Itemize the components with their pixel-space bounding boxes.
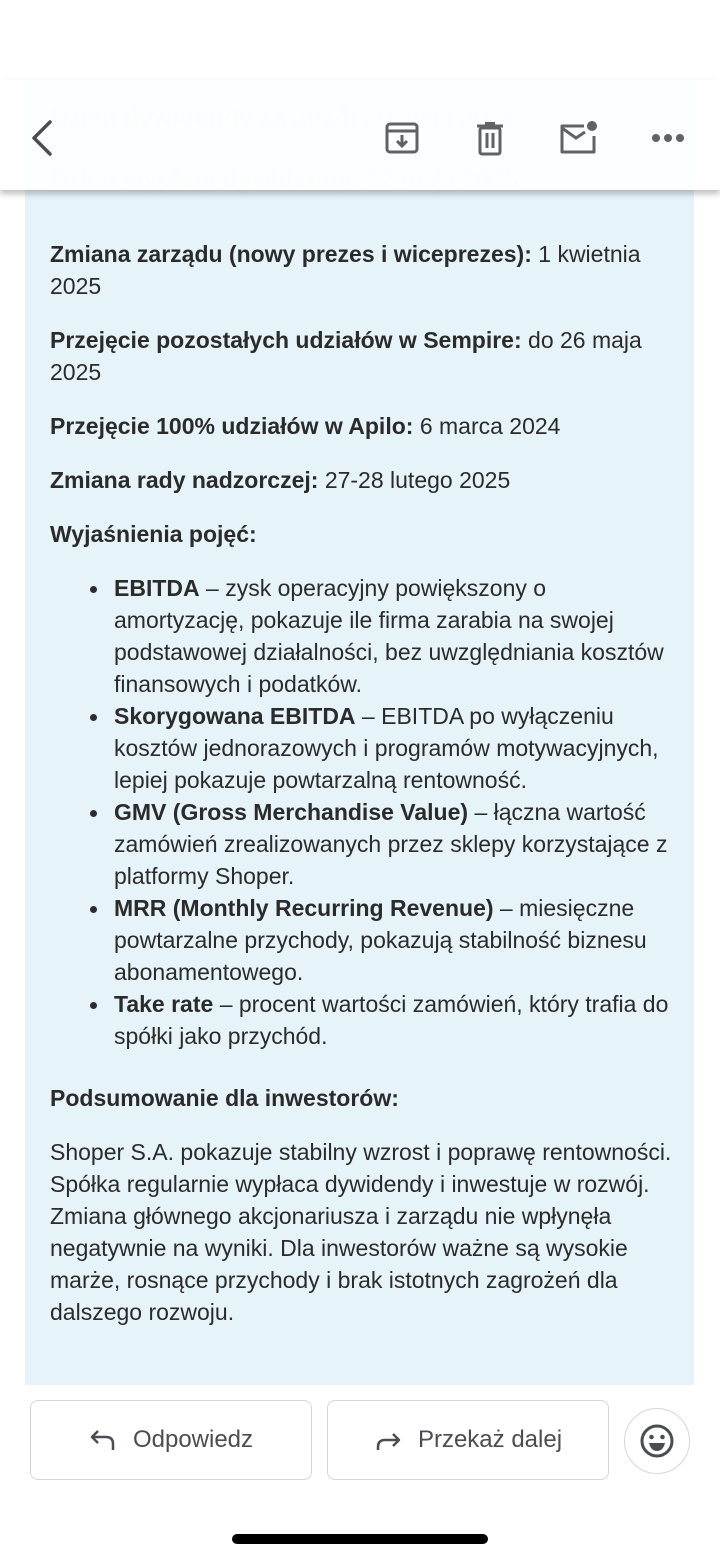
definitions-heading: Wyjaśnienia pojęć: bbox=[50, 521, 257, 547]
reply-button[interactable] bbox=[30, 1400, 312, 1480]
summary-text: Shoper S.A. pokazuje stabilny wzrost i poprawę rentowności. Spółka regularnie wypłaca dywidendy i inwestuje w rozwój. Zmiana głównego akcjonariusza i zarządu nie wpłynęła negatywnie na wyniki. Dla inwestorów ważne są wysokie marże, rosnące przychody i brak istotnych zagrożeń dla dalszego rozwoju. bbox=[50, 1139, 672, 1325]
event-supervisory-board: Zmiana rady nadzorczej: 27-28 lutego 2025 bbox=[50, 467, 511, 493]
mail-unread-icon bbox=[558, 120, 598, 156]
event-sempire-acquisition: Przejęcie pozostałych udziałów w Sempire: do 26 maja 2025 bbox=[50, 327, 642, 385]
emoji-reaction-button[interactable] bbox=[624, 1408, 690, 1474]
forward-icon bbox=[374, 1428, 402, 1452]
forward-label: Przekaż dalej bbox=[417, 1426, 563, 1453]
definition-item: Skorygowana EBITDA – EBITDA po wyłączeniu kosztów jednorazowych i programów motywacyjnych, lepiej pokazuje powtarzalną rentowność. bbox=[88, 700, 674, 796]
mark-unread-button[interactable] bbox=[558, 116, 598, 160]
reply-icon bbox=[89, 1428, 117, 1452]
home-indicator bbox=[232, 1534, 488, 1544]
trash-icon bbox=[472, 120, 508, 156]
definition-item: GMV (Gross Merchandise Value) – łączna wartość zamówień zrealizowanych przez sklepy korzystające z platformy Shoper. bbox=[88, 796, 674, 892]
archive-icon bbox=[384, 120, 420, 156]
definition-item: EBITDA – zysk operacyjny powiększony o amortyzację, pokazuje ile firma zarabia na swojej podstawowej działalności, bez uwzględniania kosztów finansowych i podatków. bbox=[88, 572, 674, 700]
definition-item: Take rate – procent wartości zamówień, który trafia do spółki jako przychód. bbox=[88, 988, 674, 1052]
email-body bbox=[25, 80, 694, 1385]
event-apilo-acquisition: Przejęcie 100% udziałów w Apilo: 6 marca 2024 bbox=[50, 413, 561, 439]
delete-button[interactable] bbox=[470, 116, 510, 160]
reply-label: Odpowiedz bbox=[132, 1426, 254, 1453]
definition-item: MRR (Monthly Recurring Revenue) – miesięczne powtarzalne przychody, pokazują stabilność biznesu abonamentowego. bbox=[88, 892, 674, 988]
event-board-change: Zmiana zarządu (nowy prezes i wiceprezes): 1 kwietnia 2025 bbox=[50, 241, 641, 299]
more-horizontal-icon bbox=[650, 132, 686, 144]
smiley-icon bbox=[639, 1423, 675, 1459]
back-button[interactable] bbox=[26, 116, 56, 160]
definitions-list bbox=[88, 572, 674, 1052]
more-button[interactable] bbox=[648, 116, 688, 160]
archive-button[interactable] bbox=[382, 116, 422, 160]
summary-heading: Podsumowanie dla inwestorów: bbox=[50, 1085, 399, 1111]
toolbar bbox=[0, 80, 720, 190]
chevron-left-icon bbox=[26, 116, 56, 160]
forward-button[interactable] bbox=[327, 1400, 609, 1480]
